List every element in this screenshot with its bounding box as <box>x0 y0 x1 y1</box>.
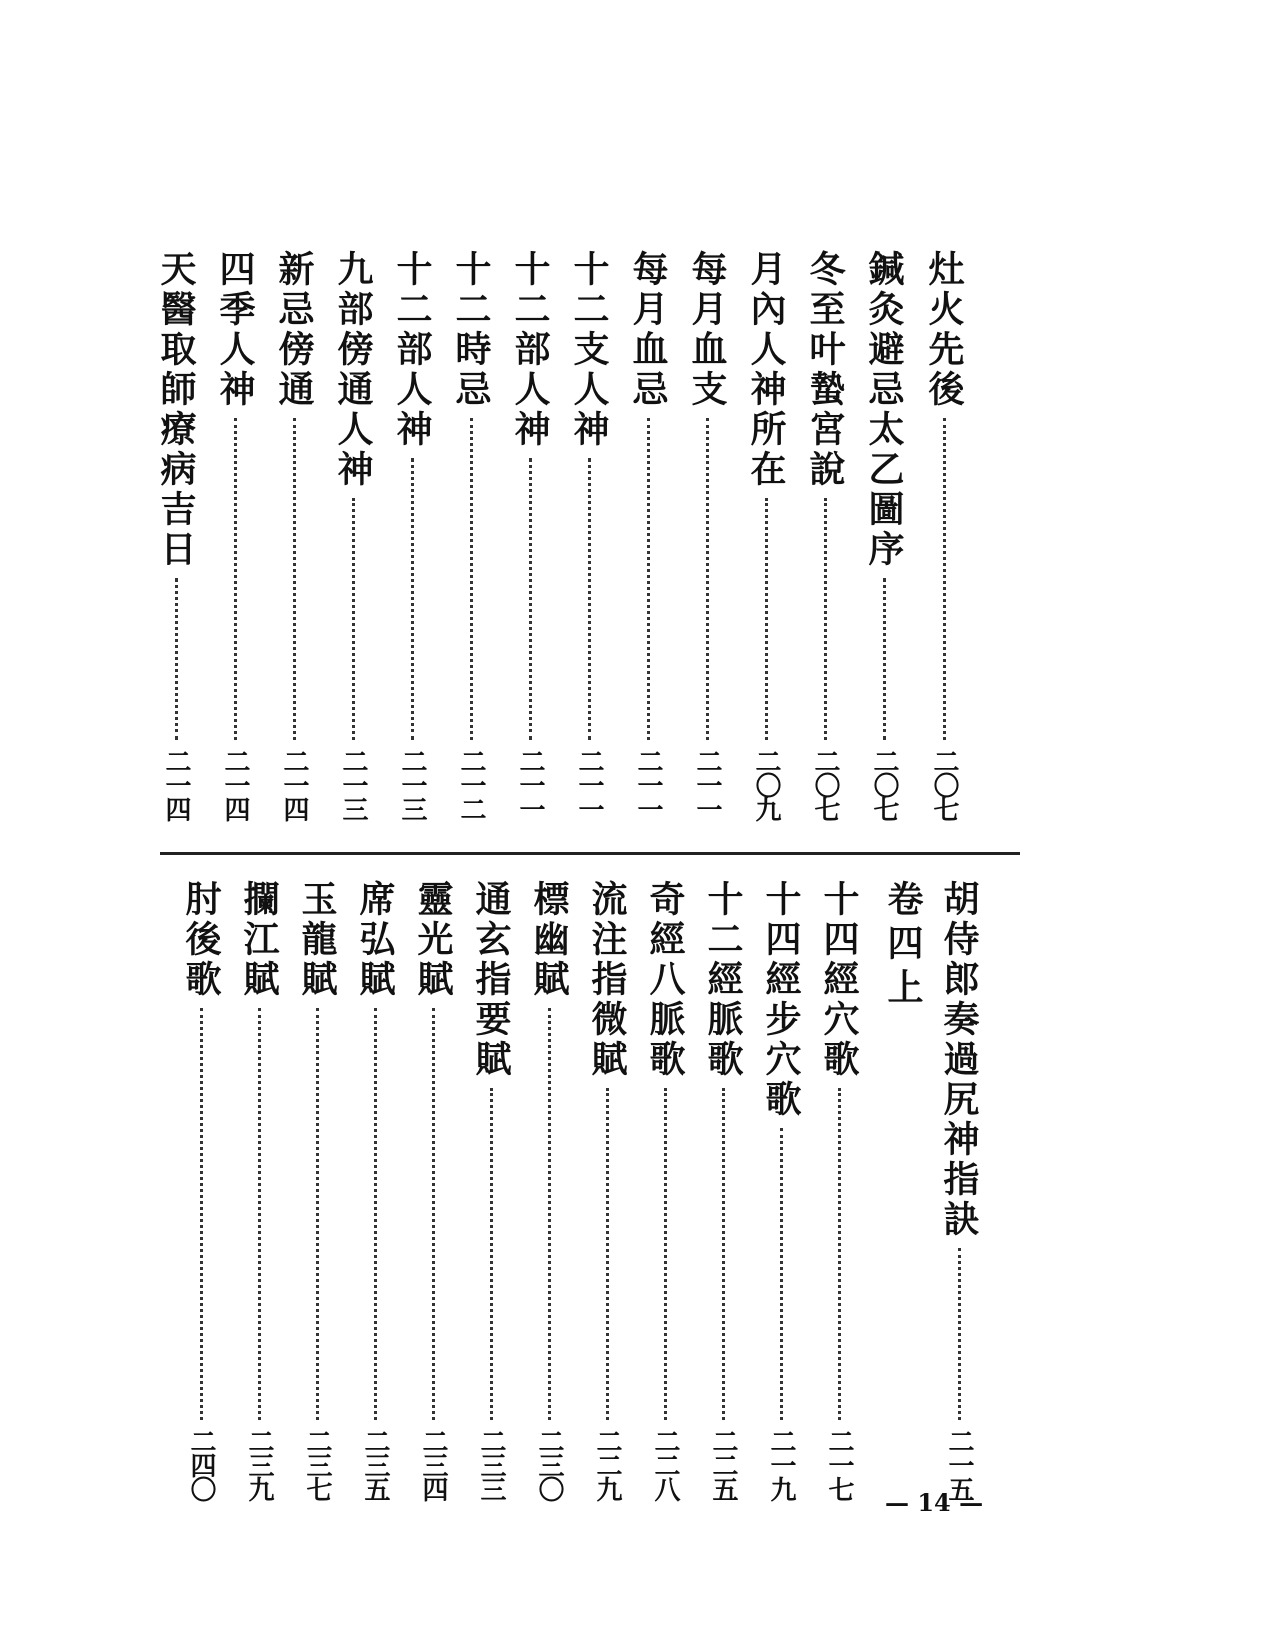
entry-title: 胡侍郎奏過尻神指訣 <box>938 880 980 1240</box>
dot-leader <box>432 1008 435 1420</box>
entry-title: 十二經脈歌 <box>702 880 744 1080</box>
toc-entry <box>585 880 629 1500</box>
toc-entry <box>744 250 788 820</box>
toc-entry <box>803 250 847 820</box>
entry-title: 新忌傍通 <box>273 250 315 410</box>
entry-title: 灶火先後 <box>923 250 965 410</box>
dot-leader <box>490 1088 493 1420</box>
dot-leader <box>722 1088 725 1420</box>
dot-leader <box>780 1128 783 1420</box>
toc-entry <box>759 880 803 1500</box>
toc-entry <box>508 250 552 820</box>
entry-page: 二〇七 <box>810 748 840 820</box>
entry-page: 二一二 <box>456 748 486 820</box>
toc-entry <box>295 880 339 1500</box>
toc-entry <box>567 250 611 820</box>
entry-page: 二二九 <box>592 1428 622 1500</box>
entry-title: 席弘賦 <box>354 880 396 1000</box>
toc-entry <box>643 880 687 1500</box>
entry-title: 每月血支 <box>686 250 728 410</box>
toc-entry <box>469 880 513 1500</box>
entry-title: 每月血忌 <box>627 250 669 410</box>
toc-entry <box>154 250 198 820</box>
entry-title: 十二時忌 <box>450 250 492 410</box>
toc-entry <box>213 250 257 820</box>
dot-leader <box>293 418 296 740</box>
entry-page: 二三九 <box>244 1428 274 1500</box>
toc-entry <box>527 880 571 1500</box>
entry-page: 二四〇 <box>186 1428 216 1500</box>
toc-entry <box>331 250 375 820</box>
dot-leader <box>175 578 178 740</box>
toc-entry <box>922 250 966 820</box>
entry-title: 十二部人神 <box>391 250 433 450</box>
entry-title: 十四經穴歌 <box>818 880 860 1080</box>
dot-leader <box>824 498 827 740</box>
entry-page: 二一九 <box>766 1428 796 1500</box>
entry-page: 二三〇 <box>534 1428 564 1500</box>
entry-page: 二〇七 <box>869 748 899 820</box>
dot-leader <box>234 418 237 740</box>
dot-leader <box>706 418 709 740</box>
entry-page: 二一四 <box>161 748 191 820</box>
entry-page: 二〇七 <box>929 748 959 820</box>
entry-page: 二三五 <box>360 1428 390 1500</box>
dot-leader <box>374 1008 377 1420</box>
entry-page: 二二八 <box>650 1428 680 1500</box>
dot-leader <box>588 458 591 740</box>
toc-entry <box>862 250 906 820</box>
toc-entry <box>179 880 223 1500</box>
toc-entry <box>237 880 281 1500</box>
entry-title: 四季人神 <box>214 250 256 410</box>
entry-title: 十二部人神 <box>509 250 551 450</box>
dot-leader <box>765 498 768 740</box>
entry-page: 二三七 <box>302 1428 332 1500</box>
dot-leader <box>548 1008 551 1420</box>
entry-title: 攔江賦 <box>238 880 280 1000</box>
entry-title: 天醫取師療病吉日 <box>155 250 197 570</box>
toc-lower-section <box>150 880 1030 1500</box>
entry-title: 冬至叶蟄宮說 <box>804 250 846 490</box>
dot-leader <box>958 1248 961 1420</box>
entry-title: 靈光賦 <box>412 880 454 1000</box>
entry-page: 二一一 <box>515 748 545 820</box>
toc-entry <box>937 880 981 1500</box>
entry-title: 肘後歌 <box>180 880 222 1000</box>
dot-leader <box>470 418 473 740</box>
entry-title: 流注指微賦 <box>586 880 628 1080</box>
toc-entry <box>353 880 397 1500</box>
entry-page: 二二五 <box>708 1428 738 1500</box>
toc-entry <box>411 880 455 1500</box>
dot-leader <box>411 458 414 740</box>
toc-entry <box>390 250 434 820</box>
entry-page: 二一一 <box>692 748 722 820</box>
page-number: — 14 — <box>885 1488 984 1517</box>
entry-page: 二三四 <box>418 1428 448 1500</box>
dot-leader <box>883 578 886 740</box>
section-divider <box>160 852 1020 855</box>
entry-page: 二一三 <box>397 748 427 820</box>
entry-title: 月內人神所在 <box>745 250 787 490</box>
entry-page: 二一七 <box>824 1428 854 1500</box>
toc-entry <box>701 880 745 1500</box>
dot-leader <box>606 1088 609 1420</box>
toc-entry <box>449 250 493 820</box>
entry-page: 二一四 <box>279 748 309 820</box>
dot-leader <box>316 1008 319 1420</box>
dot-leader <box>258 1008 261 1420</box>
toc-upper-section <box>150 250 1030 820</box>
entry-title: 十二支人神 <box>568 250 610 450</box>
entry-page: 二一一 <box>574 748 604 820</box>
dot-leader <box>647 418 650 740</box>
entry-page: 二一三 <box>338 748 368 820</box>
dot-leader <box>352 498 355 740</box>
toc-entry <box>626 250 670 820</box>
dot-leader <box>664 1088 667 1420</box>
toc-entry <box>685 250 729 820</box>
entry-page: 二一五 <box>944 1428 974 1500</box>
entry-title: 通玄指要賦 <box>470 880 512 1080</box>
entry-title: 玉龍賦 <box>296 880 338 1000</box>
entry-page: 二一四 <box>220 748 250 820</box>
toc-entry <box>272 250 316 820</box>
dot-leader <box>943 418 946 740</box>
entry-title: 鍼灸避忌太乙圖序 <box>863 250 905 570</box>
entry-title: 十四經步穴歌 <box>760 880 802 1120</box>
dot-leader <box>200 1008 203 1420</box>
entry-title: 九部傍通人神 <box>332 250 374 490</box>
entry-title: 標幽賦 <box>528 880 570 1000</box>
entry-page: 二一一 <box>633 748 663 820</box>
dot-leader <box>838 1088 841 1420</box>
entry-page: 二三三 <box>476 1428 506 1500</box>
entry-page: 二〇九 <box>751 748 781 820</box>
toc-entry <box>817 880 861 1500</box>
volume-heading: 卷四上 <box>882 880 924 1012</box>
entry-title: 奇經八脈歌 <box>644 880 686 1080</box>
dot-leader <box>529 458 532 740</box>
